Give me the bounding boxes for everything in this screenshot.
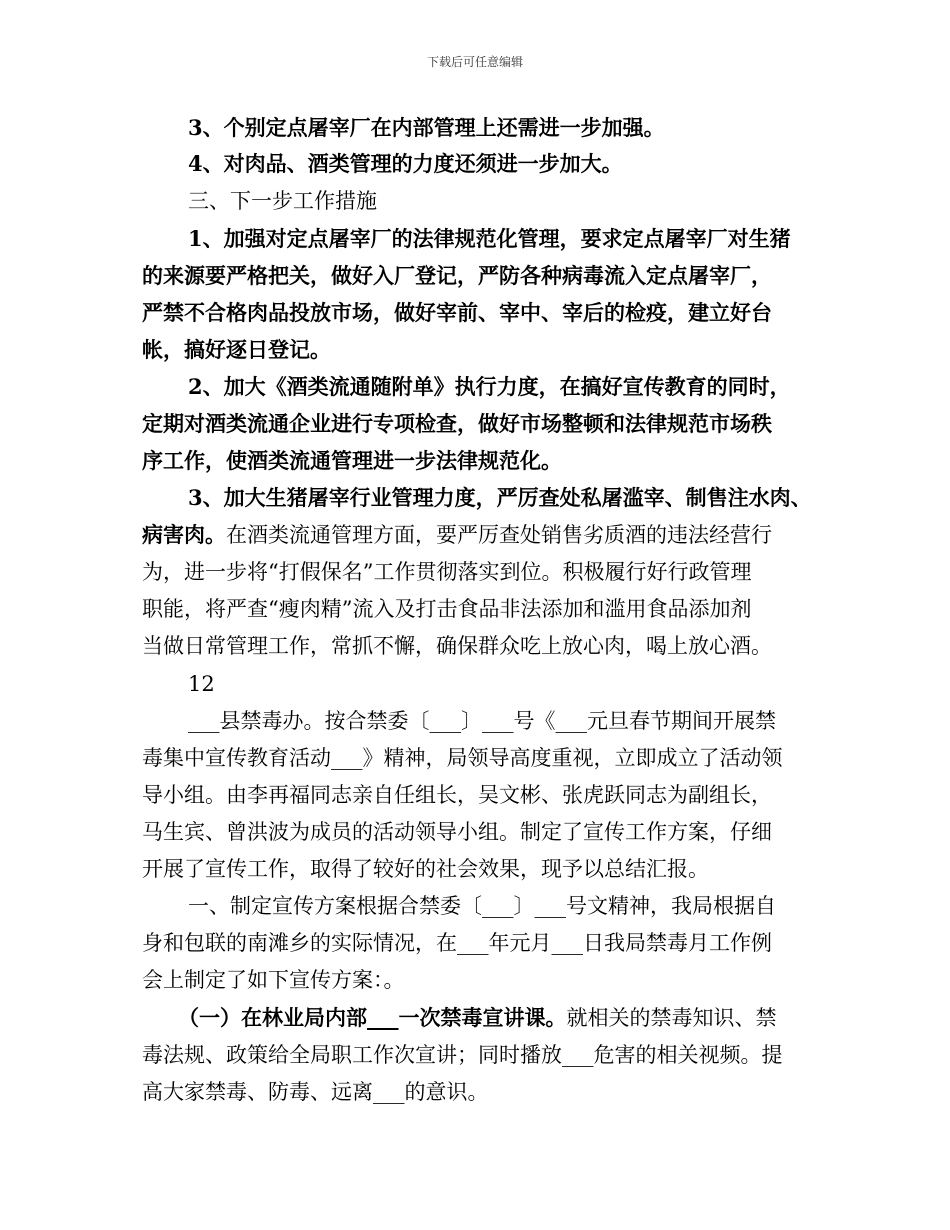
text-line: 当做日常管理工作，常抓不懈，确保群众吃上放心肉，喝上放心酒。 [142, 634, 772, 658]
text-line: 身和包联的南滩乡的实际情况，在___年元月___日我局禁毒月工作例 [142, 931, 772, 955]
text-line: 4、对肉品、酒类管理的力度还须进一步加大。 [188, 151, 623, 176]
text-line [142, 522, 822, 548]
text-line: 会上制定了如下宣传方案：。 [142, 968, 405, 992]
text-line: 序工作，使酒类流通管理进一步法律规范化。 [142, 448, 562, 473]
text-line: 一、制定宣传方案根据合禁委〔___〕___号文精神，我局根据自 [188, 894, 776, 918]
text-line: 职能，将严查“瘦肉精”流入及打击食品非法添加和滥用食品添加剂 [142, 597, 752, 621]
text-line: 开展了宣传工作，取得了较好的社会效果，现予以总结汇报。 [142, 857, 709, 881]
text-line: 导小组。由李再福同志亲自任组长，吴文彬、张虎跃同志为副组长， [142, 783, 772, 807]
text-line: 2、加大《酒类流通随附单》执行力度，在搞好宣传教育的同时， [188, 374, 791, 399]
text-line: 帐，搞好逐日登记。 [142, 337, 331, 362]
text-rest: 就相关的禁毒知识、禁 [566, 1006, 777, 1030]
text-line: 的来源要严格把关，做好入厂登记，严防各种病毒流入定点屠宰厂， [142, 263, 772, 288]
page-header: 下载后可任意编辑 [426, 55, 523, 69]
text-rest: 在酒类流通管理方面，要严厉查处销售劣质酒的违法经营行 [226, 523, 772, 547]
text-line: 3、个别定点屠宰厂在内部管理上还需进一步加强。 [188, 115, 665, 140]
section-heading: 三、下一步工作措施 [188, 189, 377, 213]
text-line [178, 1005, 858, 1031]
text-line: 马生宾、曾洪波为成员的活动领导小组。制定了宣传工作方案，仔细 [142, 820, 772, 844]
text-line: 1、加强对定点屠宰厂的法律规范化管理，要求定点屠宰厂对生猪 [188, 226, 791, 251]
section-number: 12 [188, 672, 215, 696]
text-line: 严禁不合格肉品投放市场，做好宰前、宰中、宰后的检疫，建立好台 [142, 300, 772, 325]
text-line: 3、加大生猪屠宰行业管理力度，严厉查处私屠滥宰、制售注水肉、 [188, 485, 812, 510]
text-line: 毒法规、政策给全局职工作次宣讲；同时播放___危害的相关视频。提 [142, 1043, 783, 1067]
text-line: ___县禁毒办。按合禁委〔___〕___号《___元旦春节期间开展禁 [188, 709, 776, 733]
text-line: 高大家禁毒、防毒、远离___的意识。 [142, 1080, 489, 1104]
text-line: 毒集中宣传教育活动___》精神，局领导高度重视，立即成立了活动领 [142, 746, 783, 770]
text-line: 为，进一步将“打假保名”工作贯彻落实到位。积极履行好行政管理 [142, 560, 752, 584]
text-lead: 病害肉。 [142, 522, 226, 547]
text-line: 定期对酒类流通企业进行专项检查，做好市场整顿和法律规范市场秩 [142, 411, 772, 436]
text-lead: （一）在林业局内部___一次禁毒宣讲课。 [178, 1005, 567, 1030]
